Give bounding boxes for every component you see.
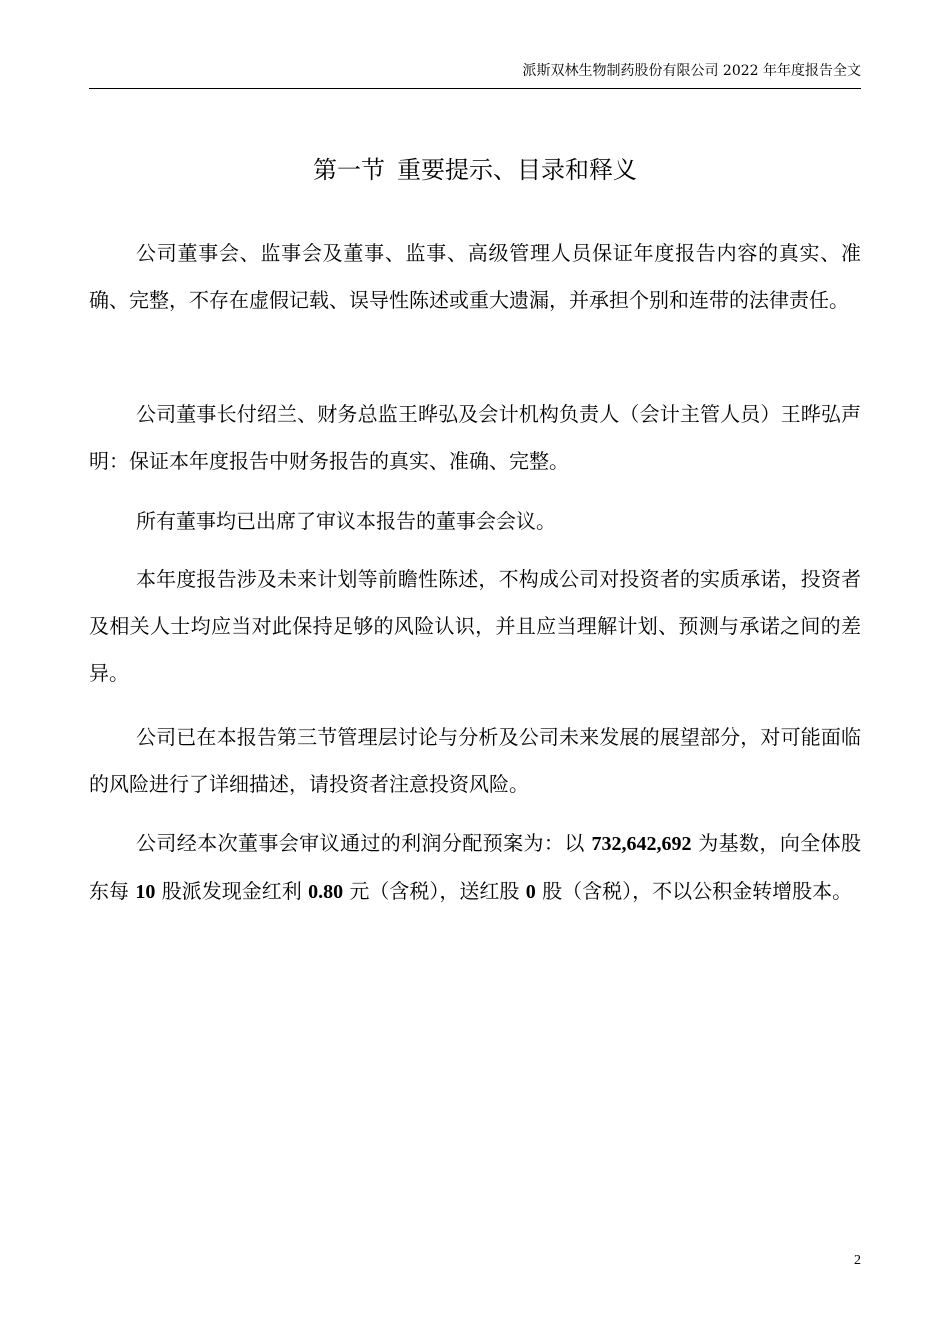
section-number: 第一节: [313, 156, 385, 184]
running-header-text: 派斯双林生物制药股份有限公司 2022 年年度报告全文: [522, 63, 861, 79]
bonus-shares-value: 0: [525, 881, 536, 903]
paragraph-profit-distribution: [89, 820, 861, 916]
section-title: [89, 153, 861, 187]
page-number: 2: [854, 1253, 861, 1268]
dividend-value: 0.80: [308, 881, 344, 903]
paragraph-directors-attendance: 所有董事均已出席了审议本报告的董事会会议。: [136, 509, 556, 533]
distribution-text: 股派发现金红利: [155, 879, 309, 903]
distribution-text: 公司经本次董事会审议通过的利润分配预案为：以: [136, 831, 592, 855]
distribution-text: 股（含税），不以公积金转增股本。: [535, 879, 853, 903]
paragraph-forward-looking: 本年度报告涉及未来计划等前瞻性陈述，不构成公司对投资者的实质承诺，投资者及相关人士均应当对此保持足够的风险认识，并且应当理解计划、预测与承诺之间的差异。: [89, 567, 861, 685]
distribution-text: 为基数，向全体股东每: [89, 831, 862, 903]
share-base-value: 732,642,692: [591, 833, 692, 855]
distribution-text: 元（含税），送红股: [343, 879, 526, 903]
running-header: [89, 60, 861, 89]
section-heading: 重要提示、目录和释义: [397, 156, 637, 184]
per-shares-value: 10: [135, 881, 156, 903]
paragraph-financial-statement: 公司董事长付绍兰、财务总监王晔弘及会计机构负责人（会计主管人员）王晔弘声明：保证本年度报告中财务报告的真实、准确、完整。: [89, 402, 861, 473]
paragraph-risk-notice: 公司已在本报告第三节管理层讨论与分析及公司未来发展的展望部分，对可能面临的风险进行了详细描述，请投资者注意投资风险。: [89, 725, 861, 796]
paragraph-board-guarantee: 公司董事会、监事会及董事、监事、高级管理人员保证年度报告内容的真实、准确、完整，不存在虚假记载、误导性陈述或重大遗漏，并承担个别和连带的法律责任。: [89, 241, 861, 312]
